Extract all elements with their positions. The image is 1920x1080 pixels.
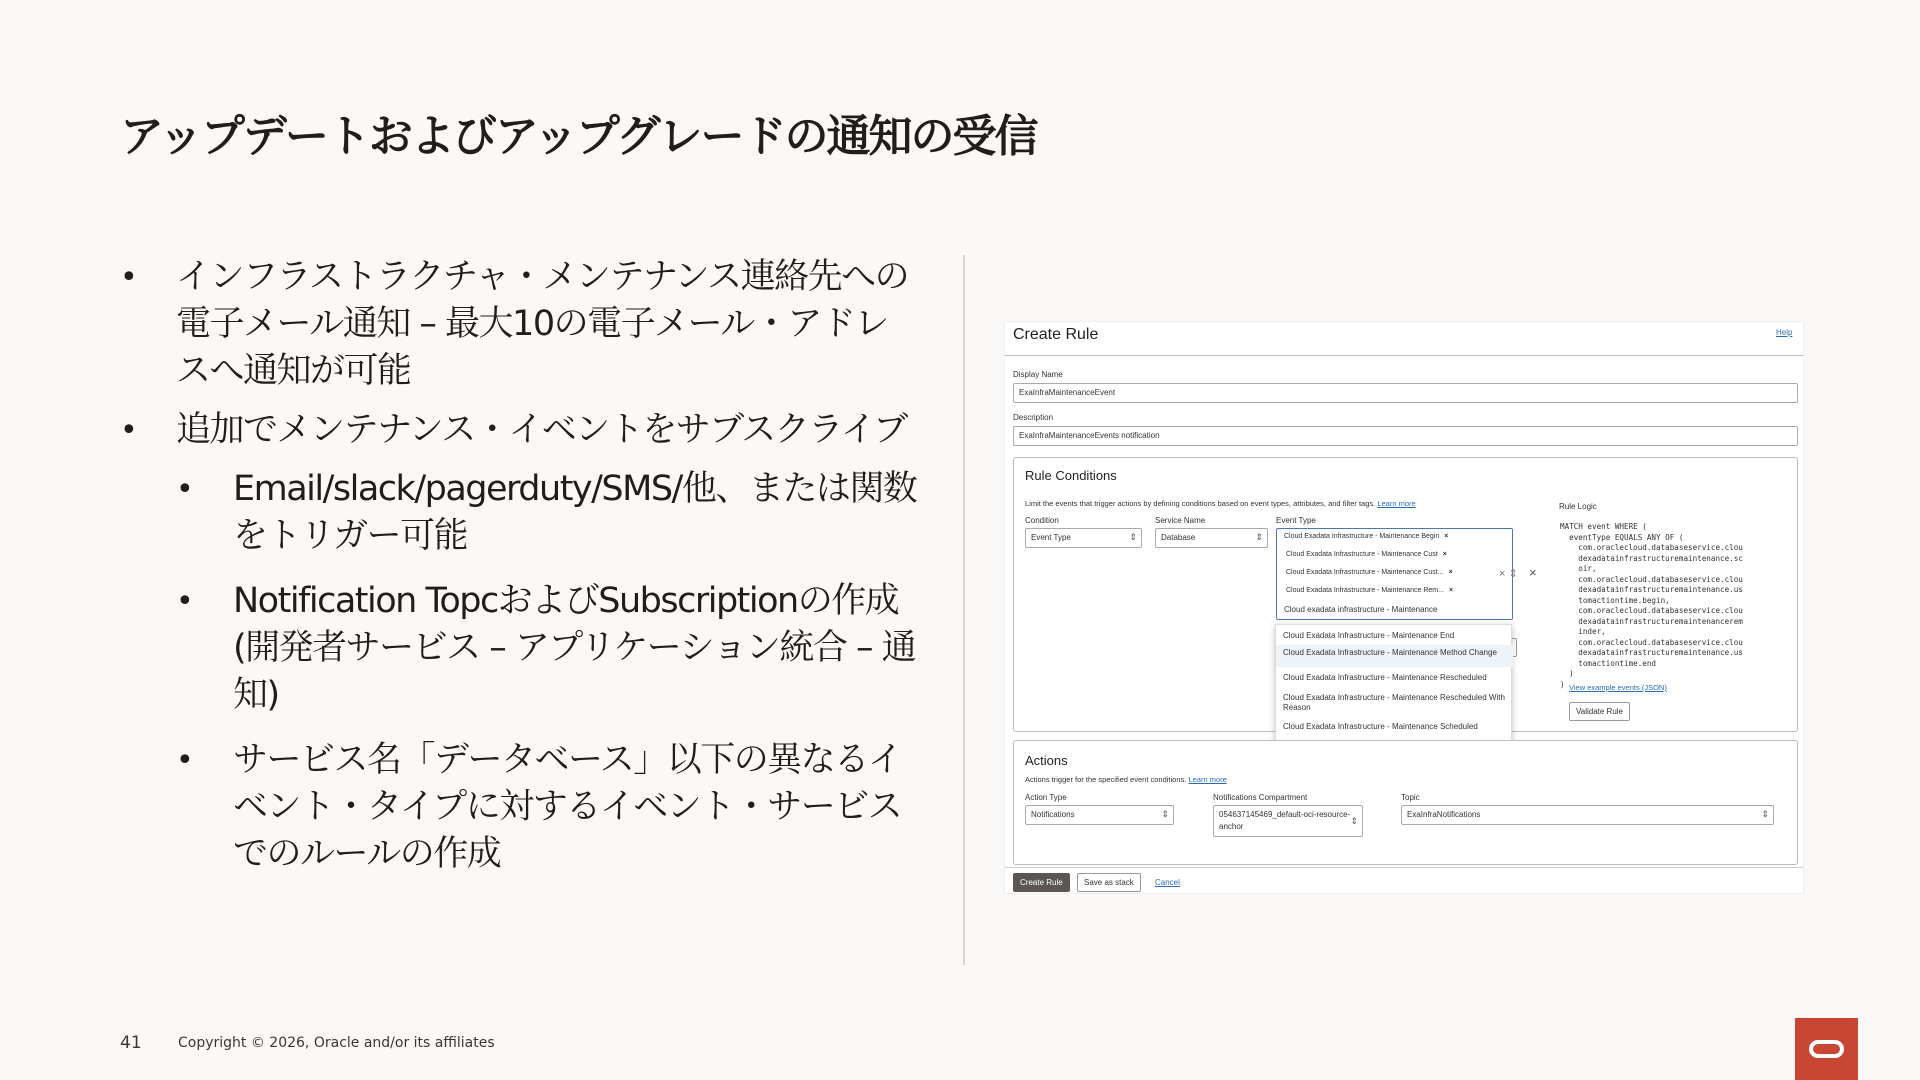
description-input[interactable]: ExaInfraMaintenanceEvents notification — [1013, 426, 1798, 446]
event-tag[interactable]: Cloud Exadata Infrastructure - Maintenance Cust × — [1286, 551, 1447, 558]
create-rule-screenshot — [1004, 321, 1804, 894]
chevron-updown-icon: ⇕ — [1761, 809, 1769, 819]
rule-conditions-intro: Limit the events that trigger actions by defining conditions based on event types, attributes, and filter tags. Learn more — [1025, 499, 1416, 508]
validate-rule-button[interactable]: Validate Rule — [1569, 702, 1630, 721]
vertical-divider — [963, 255, 965, 965]
dropdown-option[interactable]: Cloud Exadata Infrastructure - Maintenance Rescheduled With Reason — [1283, 693, 1505, 712]
remove-icon[interactable]: × — [1444, 533, 1449, 540]
bullet-icon: • — [176, 472, 193, 507]
actions-title: Actions — [1025, 753, 1068, 768]
close-icon[interactable]: × — [1529, 565, 1537, 580]
description-label: Description — [1013, 413, 1054, 422]
view-example-link[interactable]: View example events (JSON) — [1569, 683, 1667, 692]
bullet-list — [120, 254, 940, 896]
bullet-item — [120, 254, 920, 395]
bullet-text: Email/slack/pagerduty/SMS/他、または関数をトリガー可能 — [233, 469, 917, 556]
sub-bullet-item — [120, 466, 920, 560]
chevron-updown-icon: ⇕ — [1161, 809, 1169, 819]
event-type-label: Event Type — [1276, 516, 1316, 525]
chevron-updown-icon: ⇕ — [1255, 532, 1263, 542]
rule-logic-code: MATCH event WHERE ( eventType EQUALS ANY OF ( com.oraclecloud.databaseservice.clou dexadatainfrastructuremaintenance.sc oir, com.oraclecloud.databaseservice.clou dexadatainfrastructuremaintenance.us tomactiontime.begin, com.oraclecloud.databaseservice.clou dexadatainfrastructuremaintenancerem inder, com.oraclecloud.databaseservice.clou dexadatainfrastructuremaintenance.us tomactiontime.end ) ) — [1560, 522, 1743, 689]
display-name-label: Display Name — [1013, 370, 1063, 379]
bullet-text: 追加でメンテナンス・イベントをサブスクライブ — [176, 410, 907, 450]
remove-icon[interactable]: × — [1442, 551, 1447, 558]
bullet-icon: • — [176, 584, 193, 619]
clear-icon[interactable]: × ⇕ — [1499, 568, 1518, 580]
display-name-input[interactable]: ExaInfraMaintenanceEvent — [1013, 383, 1798, 403]
action-type-select[interactable]: Notifications ⇕ — [1025, 805, 1174, 825]
bullet-text: Notification TopcおよびSubscriptionの作成(開発者サービス – アプリケーション統合 – 通知) — [233, 581, 916, 715]
create-rule-title: Create Rule — [1013, 326, 1099, 343]
event-tag[interactable]: Cloud Exadata Infrastructure - Maintenance Rem... × — [1286, 587, 1454, 594]
compartment-select[interactable]: 054637145469_default-oci-resource- anchor ⇕ — [1213, 805, 1363, 837]
bullet-icon: • — [176, 743, 193, 778]
actions-intro: Actions trigger for the specified event conditions. Learn more — [1025, 775, 1227, 784]
dropdown-option[interactable]: Cloud Exadata Infrastructure - Maintenance Scheduled — [1283, 722, 1478, 731]
compartment-label: Notifications Compartment — [1213, 793, 1308, 802]
slide-title: アップデートおよびアップグレードの通知の受信 — [120, 111, 1037, 162]
bullet-text: サービス名「データベース」以下の異なるイベント・タイプに対するイベント・サービスでのルールの作成 — [233, 740, 902, 874]
condition-label: Condition — [1025, 516, 1059, 525]
topic-label: Topic — [1401, 793, 1420, 802]
actions-panel — [1013, 740, 1798, 865]
remove-icon[interactable]: × — [1448, 569, 1453, 576]
event-type-input-text[interactable]: Cloud exadata infrastructure - Maintenance — [1284, 605, 1438, 614]
condition-select[interactable]: Event Type ⇕ — [1025, 528, 1142, 548]
create-rule-button[interactable]: Create Rule — [1013, 873, 1070, 892]
topic-select[interactable]: ExaInfraNotifications ⇕ — [1401, 805, 1774, 825]
service-name-select[interactable]: Database ⇕ — [1155, 528, 1268, 548]
chevron-updown-icon: ⇕ — [1129, 532, 1137, 542]
rule-logic-label: Rule Logic — [1559, 502, 1597, 511]
dropdown-option[interactable]: Cloud Exadata Infrastructure - Maintenance Rescheduled — [1283, 673, 1487, 682]
action-type-label: Action Type — [1025, 793, 1067, 802]
bullet-item — [120, 407, 920, 454]
service-name-label: Service Name — [1155, 516, 1206, 525]
event-tag[interactable]: Cloud Exadata Infrastructure - Maintenance Begin × — [1284, 533, 1449, 540]
help-link[interactable]: Help — [1776, 328, 1793, 337]
page-number: 41 — [120, 1033, 142, 1053]
footer-divider — [1005, 867, 1804, 868]
remove-icon[interactable]: × — [1448, 587, 1454, 594]
dropdown-option[interactable]: Cloud Exadata Infrastructure - Maintenance End — [1283, 631, 1455, 640]
save-as-stack-button[interactable]: Save as stack — [1077, 873, 1141, 892]
chevron-updown-icon: ⇕ — [1350, 816, 1358, 826]
event-tag[interactable]: Cloud Exadata Infrastructure - Maintenance Cust... × — [1286, 569, 1453, 576]
rule-conditions-title: Rule Conditions — [1025, 468, 1117, 483]
cancel-link[interactable]: Cancel — [1155, 878, 1180, 887]
bullet-text: インフラストラクチャ・メンテナンス連絡先への電子メール通知 – 最大10の電子メール・アドレスへ通知が可能 — [176, 257, 909, 391]
oracle-logo-icon — [1795, 1018, 1858, 1080]
header-divider — [1005, 355, 1804, 356]
sub-bullet-item — [120, 737, 920, 878]
copyright: Copyright © 2026, Oracle and/or its affiliates — [178, 1035, 495, 1051]
bullet-icon: • — [120, 413, 137, 448]
bullet-icon: • — [120, 260, 137, 295]
learn-more-link[interactable]: Learn more — [1188, 775, 1227, 784]
dropdown-option[interactable]: Cloud Exadata Infrastructure - Maintenance Method Change — [1283, 648, 1497, 657]
sub-bullet-item — [120, 578, 920, 719]
learn-more-link[interactable]: Learn more — [1377, 499, 1416, 508]
